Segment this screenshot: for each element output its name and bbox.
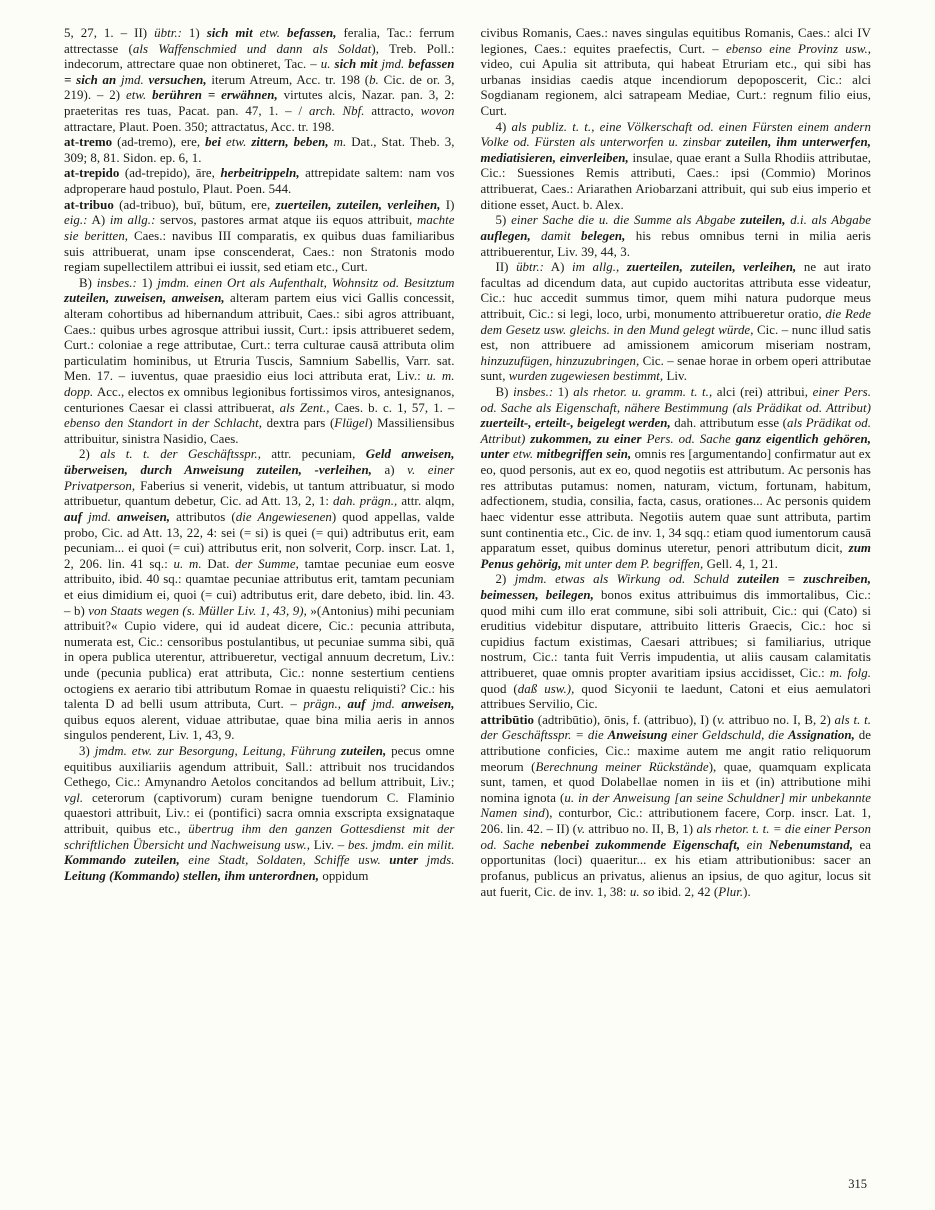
- text-run: quod (: [480, 681, 518, 696]
- text-run: »(Antonius) mihi pecuniam attribuit?« Cupio videre, qui id audeat dicere, Cic.: pecunia attributa, numerata est, Cic.: censoribus postulantibus, ut pecuniae summa sibi, quā in opera publica uterentur, attribueretur, vectigal annuum decretum, Liv.: unde (pecunia publica) erat attributa, Cic.: nonne sestertium centiens octogiens ex aerario tibi attributum Romae in quaestu reliquisti? Cic.: his talenta D ad belli usum attributa, Curt. –: [64, 603, 455, 712]
- dictionary-paragraph: [481, 120, 872, 214]
- text-run: machte sie beritten,: [64, 213, 455, 243]
- text-run: dextra pars (: [262, 416, 335, 431]
- text-run: at-tribuo: [64, 197, 114, 212]
- dictionary-paragraph: [64, 26, 455, 135]
- text-run: u.: [320, 57, 335, 72]
- text-run: bes. jmdm. ein milit.: [347, 837, 455, 852]
- text-run: jmd.: [88, 509, 117, 524]
- text-run: omnis res [argumentando] confirmatur aut ex eo, quod personis, aut ex eo, quod negotiis est attributum. Ac personis has res attributas putamus: nomen, naturam, victum, fortunam, habitum, adfectionem, studia, consilia, facta, casus, orationes... Ac personis quidem haec videntur esse attributa. Negotiis autem quae sunt attributa, partim sunt continentia etc., Cic. de inv. 1, 34 sqq.: etiam quod iumentorum causā apparatum esset, quibus dominus uteretur, penori attributum dicit,: [480, 447, 872, 556]
- text-run: Leitung (Kommando) stellen, ihm unterordnen,: [64, 868, 320, 883]
- text-run: ein: [746, 837, 769, 852]
- text-run: Assignation,: [788, 728, 855, 743]
- text-run: at-tremo: [64, 135, 113, 150]
- text-run: ea opportunitas (loci) quaeritur... ex his etiam attributionibus: sacer an profanus, publicus an privatus, alienus an ipsius, de quo agitur, locus sit aut fuerit, Cic. de inv. 1, 38:: [480, 837, 871, 899]
- text-run: als t. t. der Geschäftsspr. = die: [480, 712, 871, 743]
- text-run: bei: [205, 135, 226, 150]
- text-run: (ad-tremo), ere,: [112, 135, 206, 150]
- text-run: Plur.: [718, 884, 744, 899]
- text-run: dah. attributum esse (: [670, 416, 788, 431]
- text-run: attr. alqm,: [397, 494, 455, 509]
- text-run: wurden zugewiesen bestimmt,: [508, 369, 664, 384]
- text-run: zuteilen, zuweisen, anweisen,: [64, 291, 225, 306]
- text-run: tamtae pecuniae eum eosve attribuito, ibid. 40 sq.: quamtae pecuniae attributus erit, tamtam pecuniam et eius dimidium ei, quoi (= cui) adtributus erit, dare debeto, ibid. lin. 43. – b): [64, 556, 455, 618]
- text-run: jmd.: [381, 57, 409, 72]
- text-run: 2): [79, 447, 101, 462]
- text-run: etw.: [226, 135, 252, 150]
- text-run: alteram partem eius vici Gallis concessit, alteram cohortibus ad hibernandum attribuit, Caes.: sibi agros attribuant, Caes.: quibus urbes agrosque attribui iussit, Curt.: ipsis attribueret sedem, Curt.: coloniae a rege attributae, Curt.: terra culturae causā attributa olim particulatim hominibus, ut Etruria Tuscis, Samnium Sabellis, Varr. sat. Men. 17. – iuventus, quae praesidio eius loci attributa erat, Liv.:: [64, 291, 455, 384]
- text-run: einer Pers. od. Sache als Eigenschaft, nähere Bestimmung (als Prädikat od. Attribut): [480, 385, 872, 415]
- text-run: im allg.:: [109, 213, 156, 228]
- text-run: als t. t. der Geschäftsspr.,: [100, 447, 261, 462]
- text-run: zukommen, zu einer: [530, 431, 647, 446]
- text-run: at-trepido: [64, 166, 120, 181]
- text-run: ebenso den Standort in der Schlacht,: [64, 416, 263, 431]
- text-run: attribuo no. I, B, 2): [728, 712, 835, 727]
- text-run: Dat., Stat. Theb. 3, 309; 8, 81. Sidon. ep. 6, 1.: [64, 135, 455, 165]
- text-run: zuerteilen, zuteilen, verleihen,: [275, 197, 441, 212]
- text-run: dah. prägn.,: [333, 494, 398, 509]
- text-run: attracto,: [371, 104, 421, 119]
- dictionary-paragraph: [64, 166, 455, 197]
- text-run: zuteilen = zuschreiben, beimessen, beilegen,: [480, 572, 871, 602]
- text-run: eig.:: [64, 213, 88, 228]
- text-run: belegen,: [580, 228, 626, 243]
- text-run: Caes. b. c. 1, 57, 1. –: [329, 400, 455, 415]
- text-run: als Zent.,: [279, 400, 330, 415]
- text-run: iterum Atreum, Acc. tr. 198 (: [206, 72, 370, 87]
- text-run: II): [495, 260, 517, 275]
- text-run: Flügel: [334, 416, 369, 431]
- text-run: 1): [181, 26, 207, 40]
- text-run: B): [495, 385, 514, 400]
- text-run: Anweisung: [607, 728, 672, 743]
- text-run: Cic. de or. 3, 219). – 2): [64, 72, 455, 103]
- text-run: sich mit: [206, 26, 260, 40]
- text-run: ibid. 2, 42 (: [657, 884, 719, 899]
- text-run: insbes.:: [96, 275, 137, 290]
- text-run: ) quod appellas, valde probo, Cic. ad Att. 13, 22, 4: sei (= si) is quei (= qui) adtributus erit, eam pecuniam... ei quoi (= cui) attributus erit, non solverit, Corp. inscr. Lat. 1, 2, 206. lin. 41 sq.:: [64, 509, 455, 571]
- text-run: ceterorum (captivorum) curam benigne tuendorum C. Flaminio quaestori attribuit, Liv.: ei (pontifici) sacra omnia exscripta exsignataque attribuit, quibus etc.,: [64, 790, 455, 837]
- text-run: als rhetor. t. t. = die einer Person od. Sache: [480, 822, 871, 852]
- text-run: als Prädikat od. Attribut): [480, 416, 872, 446]
- text-run: pecus omne equitibus auxiliariis agendum attribuit, Sall.: attribuit nos trucidandos Cethego, Cic.: Amynandro Aetolos concitandos ad bellum attribuit, Liv.;: [64, 744, 455, 790]
- text-run: einer Geldschuld, die: [671, 728, 788, 743]
- dictionary-paragraph: [64, 135, 455, 166]
- text-run: versuchen,: [148, 72, 207, 87]
- text-run: oppidum: [319, 868, 369, 883]
- text-run: video, cui Apulia sit attributa, qui habeat Etruriam etc., qui sibi has urbanas insidias caedis atque incendiorum depoposcerit, Cic.: alci Sogdianam regionem, alci satrapeam Mediae, Curt.: regnum filio eius, Curt.: [480, 57, 871, 119]
- text-run: anweisen,: [401, 697, 455, 712]
- text-run: im allg.,: [572, 260, 627, 275]
- text-run: insbes.:: [513, 385, 554, 400]
- text-run: als rhetor. u. gramm. t. t.,: [573, 385, 713, 400]
- text-run: Caes.: navibus III comparatis, ex quibus duas familiaribus suis attribuerat, unam ipse conscenderat, Caes.: non Stratonis modo regiam supellectilem attribui ei iussit, sed etiam etc., Curt.: [64, 228, 455, 275]
- text-run: zuerteilt-, erteilt-, beigelegt werden,: [480, 416, 671, 431]
- text-run: Dat.: [207, 556, 236, 571]
- text-run: zum Penus gehörig,: [480, 541, 871, 571]
- text-run: auflegen,: [480, 228, 542, 243]
- text-run: A): [543, 260, 572, 275]
- text-run: ).: [743, 884, 751, 899]
- text-run: Nebenumstand,: [768, 837, 854, 852]
- text-run: v. einer Privatperson,: [64, 463, 455, 493]
- text-run: civibus Romanis, Caes.: naves singulas equitibus Romanis, Caes.: alci IV legiones, Caes.: equites praefectis, Curt. –: [480, 26, 871, 56]
- text-run: hinzuzufügen, hinzuzubringen,: [480, 353, 640, 368]
- text-run: etw.: [512, 447, 537, 462]
- text-run: 1): [553, 385, 574, 400]
- text-run: 1): [136, 275, 158, 290]
- text-run: ebenso eine Provinz usw.,: [725, 41, 872, 56]
- text-run: damit: [541, 228, 581, 243]
- text-run: jmd.: [121, 72, 149, 87]
- text-run: 4): [495, 119, 512, 134]
- text-run: nebenbei zukommende Eigenschaft,: [540, 837, 747, 852]
- text-run: attribuo no. II, B, 1): [588, 822, 697, 837]
- text-run: feralia, Tac.: ferrum attrectasse (: [64, 26, 455, 56]
- text-run: quibus equos alerent, viduae attributae, quae bina milia aeris in annos singulos penderent, Liv. 1, 43, 9.: [64, 712, 455, 743]
- text-run: Liv. –: [310, 837, 348, 852]
- text-run: B): [79, 275, 97, 290]
- text-run: eine Stadt, Soldaten, Schiffe usw.: [188, 853, 390, 868]
- dictionary-paragraph: [481, 713, 872, 900]
- dictionary-paragraph: [481, 385, 872, 572]
- text-run: jmdm. einen Ort als Aufenthalt, Wohnsitz od. Besitztum: [157, 275, 455, 290]
- text-run: von Staats wegen (s. Müller Liv. 1, 43, 9),: [88, 603, 307, 618]
- text-run: wovon: [420, 104, 455, 119]
- text-run: herbeitrippeln,: [220, 166, 300, 181]
- text-run: u. in der Anweisung [an seine Schuldner] mir unbekannte Namen sind: [480, 790, 871, 821]
- text-run: A): [87, 213, 110, 228]
- text-run: zuteilen,: [341, 744, 387, 759]
- text-run: befassen = sich an: [64, 57, 455, 87]
- dictionary-paragraph: [64, 447, 455, 744]
- page-number: 315: [848, 1177, 867, 1191]
- text-run: d.i. als Abgabe: [790, 213, 871, 228]
- text-run: befassen,: [286, 26, 337, 40]
- text-run: de attributione conficies, Cic.: maxime autem me angit ratio reliquorum meorum (: [480, 728, 871, 774]
- dictionary-paragraph: [64, 198, 455, 276]
- text-run: übtr.:: [516, 260, 544, 275]
- text-run: alci (rei) attribui,: [712, 385, 813, 400]
- dictionary-paragraph: [481, 260, 872, 385]
- text-run: attributos (: [170, 509, 236, 524]
- text-run: 2): [495, 572, 515, 587]
- text-run: b.: [369, 72, 384, 87]
- dictionary-paragraph: [481, 26, 872, 120]
- text-run: v.: [716, 712, 729, 727]
- text-run: m.: [333, 135, 352, 150]
- text-run: Faberius si venerit, videbis, ut tantum attribuatur, si modo attribuetur, quantum debetur, Cic. ad Att. 13, 2, 1:: [64, 478, 455, 509]
- dictionary-paragraph: [481, 213, 872, 260]
- text-run: attribūtio: [480, 712, 534, 727]
- text-run: (adtribūtio), ōnis, f. (attribuo), I) (: [534, 712, 717, 727]
- text-run: ganz eigentlich gehören, unter: [480, 431, 872, 462]
- text-run: berühren = erwähnen,: [152, 88, 278, 103]
- text-run: jmd.: [372, 697, 402, 712]
- text-run: Berechnung meiner Rückstände: [535, 759, 709, 774]
- text-run: etw.: [259, 26, 287, 40]
- text-run: 5): [495, 213, 512, 228]
- text-run: u. so: [629, 884, 658, 899]
- text-run: ), conturbor, Cic.: attributionem facere, Corp. inscr. Lat. 1, 206. lin. 42. – II) (: [480, 806, 871, 837]
- text-run: prägn.,: [303, 697, 348, 712]
- text-run: zittern, beben,: [251, 135, 329, 150]
- text-run: attrepidate saltem: nam vos adproperare haud postulo, Plaut. Poen. 544.: [64, 166, 455, 197]
- text-run: attractare, Plaut. Poen. 350; attractatus, Acc. tr. 198.: [64, 119, 335, 134]
- text-run: Acc., electos ex omnibus legionibus fortissimos viros, antesignanos, centuriones Caesar ei classi attribuerat,: [64, 385, 455, 415]
- dictionary-paragraph: [481, 572, 872, 712]
- text-run: virtutes alcis, Nazar. pan. 3, 2: praeteritas res tuas, Pacat. pan. 47, 1. – /: [64, 88, 455, 119]
- text-run: einer Sache die u. die Summe als Abgabe: [511, 213, 741, 228]
- text-run: die Angewiesenen: [235, 509, 332, 524]
- text-run: die Rede dem Gesetz usw. gleichs. in den Mund gelegt würde,: [480, 306, 872, 337]
- text-run: quod Sicyonii te laedunt, Catoni et eius aemulatori attribues Servilio, Cic.: [480, 681, 871, 712]
- text-run: Gell. 4, 1, 21.: [703, 556, 778, 571]
- text-run: Pers. od. Sache: [646, 431, 736, 446]
- text-run: zuteilen, ihm unterwerfen, mediatisieren, einverleiben,: [480, 135, 871, 165]
- text-run: Cic. – nunc illud satis est, non attribuere ad amissionem amicorum miseriam nostram,: [480, 322, 871, 353]
- text-run: als Waffenschmied und dann als Soldat: [132, 41, 372, 56]
- text-run: ) Massiliensibus attribuitur, sinistra Nasidio, Caes.: [64, 416, 455, 446]
- text-run: I): [440, 197, 455, 212]
- text-run: jmdm. etw. zur Besorgung, Leitung, Führung: [94, 744, 341, 759]
- text-run: (ad-tribuo), buī, būtum, ere,: [113, 197, 276, 212]
- right-column: [481, 26, 872, 900]
- text-run: daß usw.),: [517, 681, 575, 696]
- text-run: unter: [389, 853, 427, 868]
- text-run: a): [371, 463, 408, 478]
- dictionary-paragraph: [64, 744, 455, 884]
- text-run: Liv.: [663, 369, 687, 384]
- dictionary-paragraph: [64, 276, 455, 448]
- text-run: übertrug ihm den ganzen Gottesdienst mit der schriftlichen Übersicht und Nachweisung usw.,: [64, 822, 455, 852]
- text-run: (ad-trepido), āre,: [119, 166, 221, 181]
- text-run: ), Treb. Poll.: indecorum, attrectare quae non obtineret, Tac. –: [64, 41, 455, 72]
- text-run: auf: [347, 697, 373, 712]
- text-run: der Summe,: [235, 556, 299, 571]
- text-run: als publiz. t. t., eine Völkerschaft od. einen Fürsten einem andern Volke od. Fürsten als unterworfen u. zinsbar: [480, 119, 871, 150]
- text-run: Kommando zuteilen,: [64, 853, 189, 868]
- text-run: anweisen,: [116, 509, 171, 524]
- text-run: u. m. dopp.: [64, 369, 455, 400]
- text-run: jmds.: [426, 853, 455, 868]
- text-run: Cic. – senae horae in orbem operi attributae sunt,: [480, 353, 871, 384]
- text-run: jmdm. etwas als Wirkung od. Schuld: [514, 572, 738, 587]
- text-run: u. m.: [173, 556, 208, 571]
- text-run: attr. pecuniam,: [260, 447, 366, 462]
- text-run: zuteilen,: [740, 213, 791, 228]
- text-run: arch. Nbf.: [309, 104, 372, 119]
- text-run: 5, 27, 1. – II): [64, 26, 155, 40]
- text-run: bonos exitus attribuimus dis immortalibus, Cic.: quod mihi cum illo erat commune, sibi soli attribuit, Cic.: qui (Cato) si eruditius videbitur disputare, attribuito litteris Graecis, Cic.: hoc si cupidius factum existimas, Caesari attribues; si familiarius, utrique nostrum, Cic.: tanta fuit Verris impudentia, ut aliis causam calamitatis attribueret, quae omnis propter avaritiam ipsius accidisset, Cic.:: [480, 587, 872, 680]
- text-run: mitbegriffen sein,: [536, 447, 632, 462]
- text-run: mit unter dem P. begriffen,: [564, 556, 704, 571]
- text-run: zuerteilen, zuteilen, verleihen,: [626, 260, 797, 275]
- text-run: vgl.: [64, 790, 93, 805]
- text-run: ne aut irato facultas ad dicendum data, aut cupido auctoritas attributa esse videatur, Cic.: huc accedit summus timor, quem mihi natura pudorque meus attribuit, Cic.: si legi, loco, urbi, monumento attribueretur oratio,: [480, 260, 871, 321]
- text-run: servos, pastores armat atque iis equos attribuit,: [155, 213, 417, 228]
- text-run: v.: [577, 822, 589, 837]
- text-run: ), quae, quamquam explicata sunt, tamen, et quod Dolabellae nomen in iis et (in) attributione mihi nomina ignota (: [480, 759, 872, 805]
- text-run: etw.: [125, 88, 153, 103]
- text-run: his rebus omnibus terni in milia aeris attribuerentur, Liv. 39, 44, 3.: [480, 228, 871, 259]
- text-run: auf: [64, 509, 89, 524]
- text-run: übtr.:: [154, 26, 182, 40]
- text-run: insulae, quae erant a Sulla Rhodiis attributae, Cic.: Suessiones Remis attributi, Caes.: ipsi (Commio) Morinos attribuerat, Caes.: Ariarathen Ariobarzani attribuit, qui sub eius imperio et ditione esset, Auct. b. Alex.: [480, 150, 871, 212]
- text-run: m. folg.: [829, 665, 871, 680]
- text-run: sich mit: [334, 57, 382, 72]
- text-run: 3): [79, 744, 95, 759]
- left-column: [64, 26, 455, 900]
- text-run: Geld anweisen, überweisen, durch Anweisung zuteilen, -verleihen,: [64, 447, 455, 478]
